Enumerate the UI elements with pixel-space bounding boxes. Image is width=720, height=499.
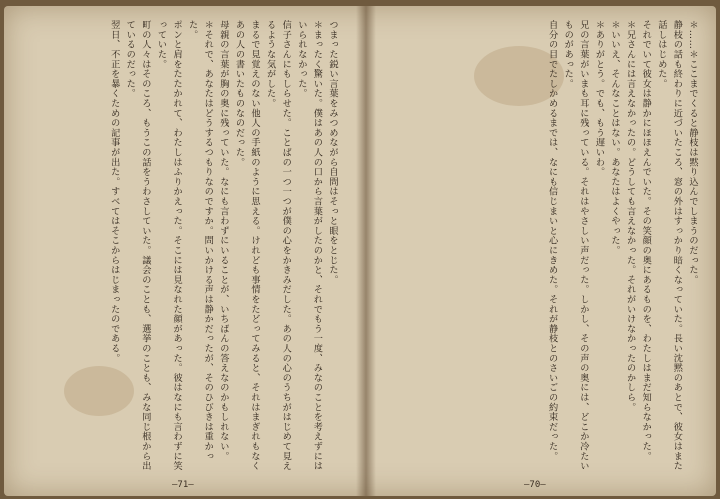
paragraph: ＊兄さんには言えなかったの。どうしても言えなかった。それがいけなかったのかしら。 <box>624 20 636 412</box>
left-page-number: —71— <box>172 480 194 490</box>
book-spine <box>356 6 376 496</box>
paragraph: ＊……＊ここまでくると静枝は黙り込んでしまうのだった。 <box>687 20 698 285</box>
paragraph: 自分の目でたしかめるまでは、なにも信じまいと心にきめた。それが静枝とのさいごの約束だった。 <box>546 20 558 461</box>
paragraph: 信子さんにもしらせた。ことばの一つ一つが僕の心をかきみだした。あの人の心のうちがはじめて見えるような気がした。 <box>264 20 292 471</box>
paragraph: ＊いいえ、そんなことはない。あなたはよくやった。 <box>609 20 621 256</box>
paragraph: それでいて彼女は静かにほほえんでいた。その笑顔の奥にあるものを、わたしはまだ知らなかった。 <box>640 20 652 461</box>
paragraph: 兄の言葉がいまも耳に残っている。それはやさしい声だった。しかし、その声の奥には、どこか冷たいものがあった。 <box>562 20 589 471</box>
paragraph: 静枝の話も終わりに近づいたころ、窓の外はすっかり暗くなっていた。長い沈黙のあとで、彼女はまた話しはじめた。 <box>655 20 683 471</box>
right-page-text <box>382 20 700 475</box>
paragraph: ＊ありがとう。でも、もう遅いわ。 <box>593 20 605 177</box>
paragraph: まるで見覚えのない他人の手紙のように思える。けれども事情をたどってみると、それはまぎれもなくあの人の書いたものなのだった。 <box>233 20 261 471</box>
left-page-text <box>22 20 340 475</box>
paragraph: ＊まったく驚いた。僕はあの人の口から言葉がしたのかと、それでもう一度、みなのことを考えずにはいられなかった。 <box>295 20 323 471</box>
book-spread <box>4 6 716 496</box>
right-page-number: —70— <box>524 480 546 490</box>
paragraph: ＊それで、あなたはどうするつもりなのですか。問いかける声は静かだったが、そのひびきは重かった。 <box>186 20 214 461</box>
paragraph: 母親の言葉が胸の奥に残っていた。なにも言わずにいることが、いちばんの答えなのかもしれない。 <box>217 20 229 461</box>
paragraph: 翌日、不正を暴くための記事が出た。すべてはそこからはじまったのである。 <box>108 20 120 363</box>
paragraph: 町の人々はそのころ、もうこの話をうわさしていた。議会のことも、選挙のことも、みな同じ根から出ているのだった。 <box>124 20 151 471</box>
paragraph: ポンと肩をたたかれて、わたしはふりかえった。そこには見なれた顔があった。彼はなにも言わずに笑っていた。 <box>155 20 183 471</box>
paragraph: つまった鋭い言葉をみつめながら自問はそっと眼をとじた。 <box>327 20 338 285</box>
